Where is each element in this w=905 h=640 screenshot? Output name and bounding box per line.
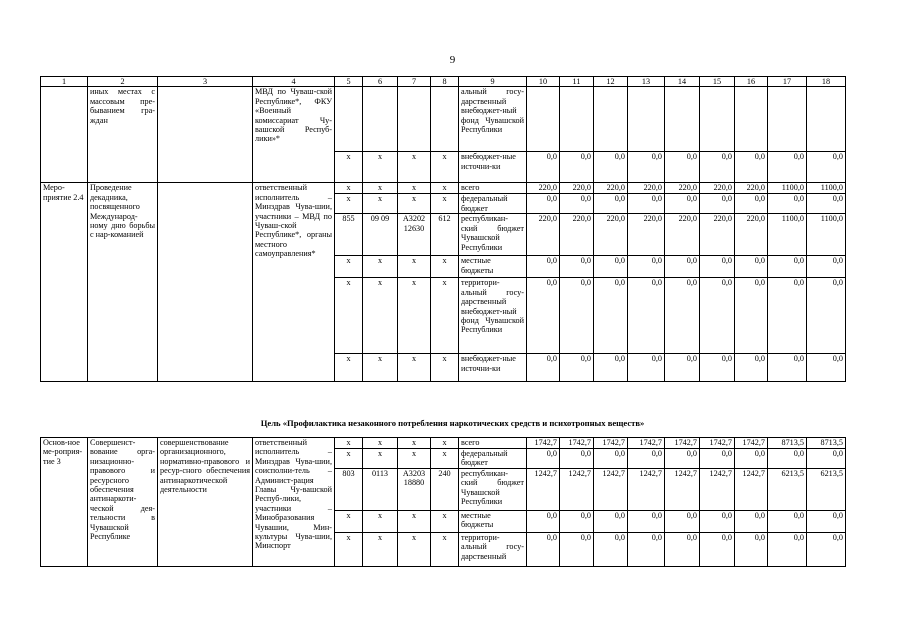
- amount-cell: 220,0: [735, 183, 768, 194]
- amount-cell: 0,0: [735, 354, 768, 382]
- amount-cell: 0,0: [665, 511, 700, 533]
- measure-type-cell: Основ-ное ме-роприя-тие 3: [41, 438, 88, 567]
- column-number: 13: [628, 77, 665, 87]
- budget-code-cell: 240: [431, 469, 459, 511]
- amount-cell: 0,0: [735, 194, 768, 214]
- amount-cell: 0,0: [665, 278, 700, 354]
- amount-cell: 0,0: [665, 533, 700, 567]
- amount-cell: [768, 87, 807, 152]
- amount-cell: 0,0: [628, 152, 665, 183]
- budget-code-cell: x: [363, 152, 398, 183]
- measure-name-cell: иных местах с массовым пре-быванием гра-ждан: [88, 87, 158, 183]
- amount-cell: 0,0: [768, 354, 807, 382]
- amount-cell: 0,0: [700, 256, 735, 278]
- amount-cell: 1100,0: [807, 214, 846, 256]
- amount-cell: 1242,7: [594, 469, 628, 511]
- amount-cell: 220,0: [560, 183, 594, 194]
- column-number: 10: [527, 77, 560, 87]
- amount-cell: 220,0: [735, 214, 768, 256]
- budget-code-cell: 855: [335, 214, 363, 256]
- column-number: 6: [363, 77, 398, 87]
- budget-code-cell: x: [363, 533, 398, 567]
- budget-code-cell: x: [431, 183, 459, 194]
- amount-cell: 1242,7: [527, 469, 560, 511]
- amount-cell: 220,0: [527, 183, 560, 194]
- amount-cell: 0,0: [807, 152, 846, 183]
- amount-cell: 220,0: [594, 183, 628, 194]
- budget-code-cell: x: [335, 533, 363, 567]
- measure-type-cell: Меро-приятие 2.4: [41, 183, 88, 382]
- amount-cell: 220,0: [560, 214, 594, 256]
- column-number: 9: [459, 77, 527, 87]
- budget-table-top: [40, 76, 846, 382]
- budget-code-cell: x: [363, 278, 398, 354]
- amount-cell: 1100,0: [807, 183, 846, 194]
- measure-type-cell: [41, 87, 88, 183]
- amount-cell: 0,0: [560, 194, 594, 214]
- table-row: [41, 183, 846, 194]
- amount-cell: 0,0: [527, 511, 560, 533]
- budget-code-cell: x: [398, 354, 431, 382]
- budget-code-cell: x: [398, 183, 431, 194]
- budget-code-cell: x: [431, 194, 459, 214]
- budget-code-cell: x: [431, 449, 459, 469]
- amount-cell: 220,0: [628, 214, 665, 256]
- amount-cell: 0,0: [560, 354, 594, 382]
- budget-code-cell: x: [431, 152, 459, 183]
- amount-cell: 0,0: [807, 278, 846, 354]
- amount-cell: 0,0: [594, 152, 628, 183]
- amount-cell: 220,0: [527, 214, 560, 256]
- amount-cell: 0,0: [735, 511, 768, 533]
- amount-cell: 6213,5: [768, 469, 807, 511]
- funding-source-cell: федеральный бюджет: [459, 194, 527, 214]
- page-number: 9: [449, 54, 456, 66]
- budget-code-cell: 612: [431, 214, 459, 256]
- amount-cell: 0,0: [560, 449, 594, 469]
- amount-cell: 0,0: [768, 278, 807, 354]
- budget-code-cell: [398, 87, 431, 152]
- budget-code-cell: x: [335, 511, 363, 533]
- column-number: 11: [560, 77, 594, 87]
- amount-cell: 0,0: [527, 278, 560, 354]
- amount-cell: 0,0: [594, 354, 628, 382]
- budget-code-cell: x: [398, 438, 431, 449]
- amount-cell: 1242,7: [700, 469, 735, 511]
- budget-code-cell: x: [431, 354, 459, 382]
- amount-cell: [665, 87, 700, 152]
- amount-cell: 1742,7: [594, 438, 628, 449]
- amount-cell: 0,0: [768, 194, 807, 214]
- amount-cell: 0,0: [628, 533, 665, 567]
- executor-cell: ответственный исполнитель – Минздрав Чува-шии, соисполни-тель – Админист-рация Главы Чу-вашской Респуб-лики, участники – Минобразования Чувашии, Мин-культуры Чува-шии, Минспорт: [253, 438, 335, 567]
- amount-cell: 0,0: [628, 354, 665, 382]
- amount-cell: 0,0: [560, 533, 594, 567]
- amount-cell: 0,0: [700, 278, 735, 354]
- budget-code-cell: [363, 87, 398, 152]
- amount-cell: 0,0: [527, 354, 560, 382]
- amount-cell: 1242,7: [628, 469, 665, 511]
- table-row: [41, 87, 846, 152]
- funding-source-cell: внебюджет-ные источни-ки: [459, 152, 527, 183]
- goal-heading: Цель «Профилактика незаконного потребления наркотических средств и психотропных веществ»: [260, 418, 645, 428]
- amount-cell: 0,0: [527, 194, 560, 214]
- amount-cell: 220,0: [700, 183, 735, 194]
- amount-cell: 220,0: [700, 214, 735, 256]
- column-number: 7: [398, 77, 431, 87]
- amount-cell: 0,0: [768, 449, 807, 469]
- measure-name-cell: Проведение декадника, посвященного Международ-ному дню борьбы с нар-команией: [88, 183, 158, 382]
- amount-cell: 1242,7: [735, 469, 768, 511]
- column-number: 5: [335, 77, 363, 87]
- budget-code-cell: x: [398, 152, 431, 183]
- amount-cell: 0,0: [594, 511, 628, 533]
- budget-code-cell: x: [398, 533, 431, 567]
- amount-cell: 0,0: [628, 511, 665, 533]
- column-number: 1: [41, 77, 88, 87]
- amount-cell: 0,0: [768, 256, 807, 278]
- column-number: 16: [735, 77, 768, 87]
- budget-code-cell: x: [363, 511, 398, 533]
- column-number: 8: [431, 77, 459, 87]
- executor-cell: ответственный исполнитель – Минздрав Чува-шии, участники – МВД по Чуваш-ской Республике*, органы местного самоуправления*: [253, 183, 335, 382]
- budget-table-bottom: [40, 437, 846, 567]
- budget-code-cell: [335, 87, 363, 152]
- amount-cell: 0,0: [594, 278, 628, 354]
- funding-source-cell: республикан-ский бюджет Чувашской Республики: [459, 469, 527, 511]
- budget-code-cell: x: [335, 183, 363, 194]
- budget-code-cell: x: [335, 449, 363, 469]
- amount-cell: 0,0: [628, 278, 665, 354]
- budget-code-cell: x: [398, 194, 431, 214]
- budget-code-cell: x: [363, 194, 398, 214]
- budget-code-cell: 803: [335, 469, 363, 511]
- amount-cell: 1742,7: [700, 438, 735, 449]
- amount-cell: 0,0: [560, 278, 594, 354]
- amount-cell: 1742,7: [628, 438, 665, 449]
- budget-code-cell: x: [363, 438, 398, 449]
- amount-cell: 0,0: [768, 511, 807, 533]
- amount-cell: 0,0: [527, 449, 560, 469]
- amount-cell: 0,0: [807, 256, 846, 278]
- amount-cell: 0,0: [735, 256, 768, 278]
- budget-code-cell: 09 09: [363, 214, 398, 256]
- amount-cell: [735, 87, 768, 152]
- amount-cell: 0,0: [735, 152, 768, 183]
- funding-source-cell: федеральный бюджет: [459, 449, 527, 469]
- budget-code-cell: x: [431, 278, 459, 354]
- amount-cell: 0,0: [527, 533, 560, 567]
- amount-cell: 0,0: [594, 533, 628, 567]
- funding-source-cell: территори-альный госу-дарственный: [459, 533, 527, 567]
- amount-cell: 0,0: [807, 449, 846, 469]
- budget-code-cell: x: [431, 511, 459, 533]
- amount-cell: [527, 87, 560, 152]
- amount-cell: 0,0: [527, 152, 560, 183]
- amount-cell: 6213,5: [807, 469, 846, 511]
- amount-cell: 0,0: [560, 256, 594, 278]
- budget-code-cell: x: [335, 152, 363, 183]
- amount-cell: 0,0: [665, 152, 700, 183]
- amount-cell: 220,0: [665, 183, 700, 194]
- amount-cell: [594, 87, 628, 152]
- amount-cell: 8713,5: [768, 438, 807, 449]
- measure-link-cell: [158, 87, 253, 183]
- amount-cell: 0,0: [700, 511, 735, 533]
- amount-cell: 0,0: [700, 449, 735, 469]
- amount-cell: 1100,0: [768, 214, 807, 256]
- measure-link-cell: совершенствование организационного, нормативно-правового и ресур-сного обеспечения антинаркотической деятельности: [158, 438, 253, 567]
- budget-code-cell: А3203 18880: [398, 469, 431, 511]
- budget-code-cell: x: [398, 278, 431, 354]
- amount-cell: 0,0: [665, 449, 700, 469]
- amount-cell: 0,0: [665, 194, 700, 214]
- budget-code-cell: x: [431, 256, 459, 278]
- budget-code-cell: x: [431, 438, 459, 449]
- amount-cell: 1742,7: [665, 438, 700, 449]
- amount-cell: 1100,0: [768, 183, 807, 194]
- budget-code-cell: x: [335, 438, 363, 449]
- amount-cell: 0,0: [628, 194, 665, 214]
- budget-code-cell: А3202 12630: [398, 214, 431, 256]
- amount-cell: 1742,7: [560, 438, 594, 449]
- column-number: 3: [158, 77, 253, 87]
- measure-link-cell: [158, 183, 253, 382]
- amount-cell: 0,0: [700, 194, 735, 214]
- budget-code-cell: x: [335, 278, 363, 354]
- table-row: [41, 438, 846, 449]
- funding-source-cell: территори-альный госу-дарственный внебюджет-ный фонд Чувашской Республики: [459, 278, 527, 354]
- amount-cell: 1242,7: [560, 469, 594, 511]
- budget-code-cell: x: [398, 256, 431, 278]
- budget-code-cell: x: [335, 194, 363, 214]
- amount-cell: 0,0: [700, 152, 735, 183]
- amount-cell: 0,0: [768, 152, 807, 183]
- budget-code-cell: x: [335, 256, 363, 278]
- budget-code-cell: x: [398, 511, 431, 533]
- amount-cell: 0,0: [594, 449, 628, 469]
- amount-cell: 0,0: [628, 449, 665, 469]
- amount-cell: 0,0: [807, 511, 846, 533]
- funding-source-cell: республикан-ский бюджет Чувашской Республики: [459, 214, 527, 256]
- budget-code-cell: x: [363, 183, 398, 194]
- funding-source-cell: местные бюджеты: [459, 511, 527, 533]
- amount-cell: 1742,7: [527, 438, 560, 449]
- amount-cell: 0,0: [527, 256, 560, 278]
- amount-cell: 0,0: [735, 449, 768, 469]
- funding-source-cell: местные бюджеты: [459, 256, 527, 278]
- amount-cell: 0,0: [807, 194, 846, 214]
- amount-cell: 0,0: [665, 256, 700, 278]
- amount-cell: [807, 87, 846, 152]
- amount-cell: 1742,7: [735, 438, 768, 449]
- budget-code-cell: x: [363, 256, 398, 278]
- amount-cell: 8713,5: [807, 438, 846, 449]
- amount-cell: 1242,7: [665, 469, 700, 511]
- amount-cell: 0,0: [807, 354, 846, 382]
- executor-cell: МВД по Чуваш-ской Республике*, ФКУ «Военный комиссариат Чу-вашской Респуб-лики»*: [253, 87, 335, 183]
- amount-cell: 0,0: [628, 256, 665, 278]
- funding-source-cell: альный госу-дарственный внебюджет-ный фонд Чувашской Республики: [459, 87, 527, 152]
- budget-code-cell: x: [335, 354, 363, 382]
- amount-cell: 220,0: [665, 214, 700, 256]
- amount-cell: 0,0: [594, 256, 628, 278]
- amount-cell: 0,0: [560, 511, 594, 533]
- column-number: 17: [768, 77, 807, 87]
- funding-source-cell: внебюджет-ные источни-ки: [459, 354, 527, 382]
- amount-cell: 220,0: [628, 183, 665, 194]
- column-number: 14: [665, 77, 700, 87]
- amount-cell: 0,0: [768, 533, 807, 567]
- amount-cell: 0,0: [594, 194, 628, 214]
- amount-cell: 0,0: [735, 278, 768, 354]
- budget-code-cell: [431, 87, 459, 152]
- amount-cell: [560, 87, 594, 152]
- budget-code-cell: x: [398, 449, 431, 469]
- column-number: 15: [700, 77, 735, 87]
- column-number: 4: [253, 77, 335, 87]
- amount-cell: 0,0: [665, 354, 700, 382]
- column-number: 2: [88, 77, 158, 87]
- amount-cell: [700, 87, 735, 152]
- budget-code-cell: x: [431, 533, 459, 567]
- amount-cell: 0,0: [560, 152, 594, 183]
- amount-cell: 0,0: [700, 354, 735, 382]
- amount-cell: 0,0: [735, 533, 768, 567]
- column-number-row: [41, 77, 846, 87]
- amount-cell: 0,0: [807, 533, 846, 567]
- amount-cell: 0,0: [700, 533, 735, 567]
- column-number: 12: [594, 77, 628, 87]
- measure-name-cell: Совершенст-вование орга-низационно-правового и ресурсного обеспечения антинаркоти-ческой дея-тельности в Чувашской Республике: [88, 438, 158, 567]
- amount-cell: [628, 87, 665, 152]
- budget-code-cell: x: [363, 449, 398, 469]
- budget-code-cell: x: [363, 354, 398, 382]
- budget-code-cell: 0113: [363, 469, 398, 511]
- amount-cell: 220,0: [594, 214, 628, 256]
- funding-source-cell: всего: [459, 183, 527, 194]
- funding-source-cell: всего: [459, 438, 527, 449]
- column-number: 18: [807, 77, 846, 87]
